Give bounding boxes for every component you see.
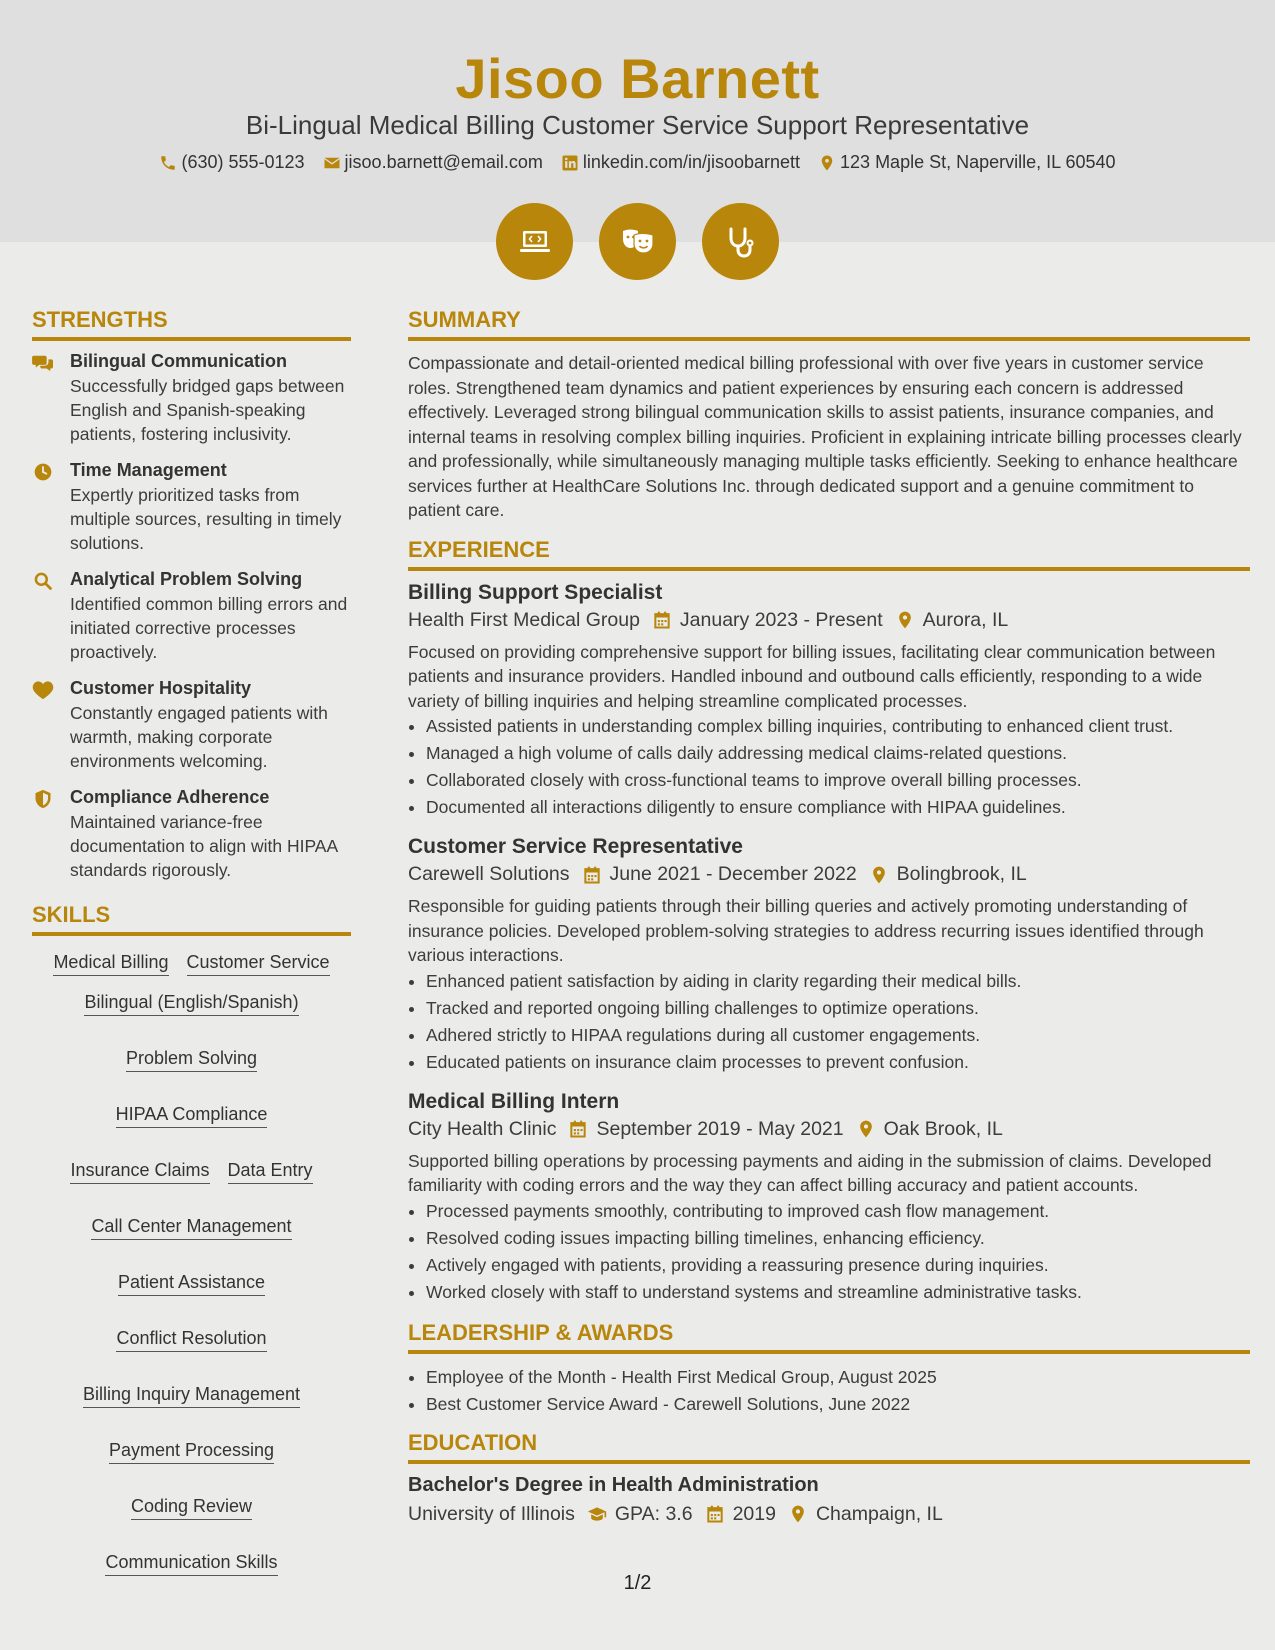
strength-desc: Successfully bridged gaps between English and Spanish-speaking patients, fostering inclusivity. [70, 376, 345, 444]
skill-tag: Coding Review [131, 1496, 252, 1520]
heart-icon [32, 680, 54, 700]
linkedin-icon [561, 154, 579, 172]
strength-desc: Identified common billing errors and initiated corrective processes proactively. [70, 594, 348, 662]
strength-desc: Constantly engaged patients with warmth, making corporate environments welcoming. [70, 703, 328, 771]
job-dates: September 2019 - May 2021 [596, 1117, 844, 1140]
job-bullet: • Assisted patients in understanding complex billing inquiries, contributing to enhanced client trust. [426, 713, 1250, 740]
contact-bar [0, 152, 1275, 173]
job-entry [408, 1090, 1250, 1306]
skill-tag: Billing Inquiry Management [83, 1384, 300, 1408]
headline: Bi-Lingual Medical Billing Customer Service Support Representative [245, 110, 1030, 140]
job-bullets [408, 968, 1250, 1076]
strength-title: Bilingual Communication [70, 351, 288, 371]
contact-email[interactable] [323, 152, 543, 173]
envelope-icon [323, 154, 341, 172]
skill-tag: Patient Assistance [118, 1272, 265, 1296]
page-number: 1/2 [623, 1572, 652, 1594]
badge-row [0, 203, 1275, 280]
skill-tag: Customer Service [187, 952, 330, 976]
strength-title: Customer Hospitality [70, 678, 252, 698]
job-company: Carewell Solutions [408, 863, 570, 885]
job-bullet: • Worked closely with staff to understand systems and streamline administrative tasks. [426, 1279, 1250, 1306]
map-marker-icon [788, 1504, 808, 1524]
job-bullet: • Adhered strictly to HIPAA regulations during all customer engagements. [426, 1022, 1250, 1049]
linkedin-text: linkedin.com/in/jisoobarnett [582, 152, 801, 172]
strength-title: Compliance Adherence [70, 787, 270, 807]
job-bullet: • Actively engaged with patients, providing a reassuring presence during inquiries. [426, 1252, 1250, 1279]
map-marker-icon [818, 154, 836, 172]
strength-desc: Expertly prioritized tasks from multiple sources, resulting in timely solutions. [70, 485, 342, 553]
badge-masks [599, 203, 676, 280]
calendar-icon [705, 1504, 725, 1524]
strength-title: Time Management [70, 460, 227, 480]
awards-list [408, 1364, 1250, 1418]
calendar-icon [568, 1119, 588, 1139]
skill-tag: Insurance Claims [70, 1160, 209, 1184]
job-bullet: • Documented all interactions diligently to ensure compliance with HIPAA guidelines. [426, 794, 1250, 821]
skill-tag: Medical Billing [53, 952, 168, 976]
education-heading: EDUCATION [408, 1430, 1250, 1464]
laptop-code-icon [515, 222, 555, 262]
job-location: Aurora, IL [922, 608, 1009, 631]
graduation-year: 2019 [732, 1502, 776, 1525]
strengths-heading: STRENGTHS [32, 307, 351, 341]
right-column [408, 307, 1250, 1534]
skill-tag: Bilingual (English/Spanish) [84, 992, 298, 1016]
job-description: Supported billing operations by processing payments and aiding in the submission of claims. Developed familiarity with coding errors and the way they can affect billing accuracy and patient accounts. [408, 1150, 1212, 1195]
shield-icon [32, 789, 54, 809]
phone-icon [159, 154, 177, 172]
search-icon [32, 571, 54, 591]
skill-tag: Problem Solving [126, 1048, 257, 1072]
skill-tag: Data Entry [228, 1160, 313, 1184]
job-location: Oak Brook, IL [883, 1117, 1003, 1140]
job-bullet: • Processed payments smoothly, contributing to improved cash flow management. [426, 1198, 1250, 1225]
skill-tag: Conflict Resolution [116, 1328, 266, 1352]
address-text: 123 Maple St, Naperville, IL 60540 [840, 152, 1116, 172]
degree-title: Bachelor's Degree in Health Administration [408, 1473, 819, 1496]
strength-item [32, 351, 351, 446]
job-entry [408, 581, 1250, 822]
skill-tag: Communication Skills [105, 1552, 277, 1576]
comments-icon [32, 353, 54, 373]
strength-title: Analytical Problem Solving [70, 569, 303, 589]
job-title: Billing Support Specialist [408, 580, 663, 604]
job-description: Responsible for guiding patients through their billing queries and actively promoting understanding of insurance policies. Developed problem-solving strategies to address recurring issues identified through various interactions. [408, 896, 1204, 965]
contact-phone[interactable] [159, 152, 304, 173]
job-entry [408, 835, 1250, 1076]
award-item: • Employee of the Month - Health First Medical Group, August 2025 [426, 1364, 1250, 1391]
badge-stethoscope [702, 203, 779, 280]
strength-item [32, 460, 351, 555]
skill-tag: HIPAA Compliance [116, 1104, 268, 1128]
candidate-name: Jisoo Barnett [455, 47, 820, 110]
map-marker-icon [895, 610, 915, 630]
job-dates: June 2021 - December 2022 [609, 863, 857, 885]
job-bullet: • Tracked and reported ongoing billing challenges to optimize operations. [426, 995, 1250, 1022]
calendar-icon [582, 865, 602, 885]
strength-item [32, 787, 351, 882]
education-meta [408, 1503, 1250, 1526]
job-location: Bolingbrook, IL [896, 863, 1027, 885]
job-company: Health First Medical Group [408, 608, 640, 631]
graduation-cap-icon [587, 1504, 607, 1524]
summary-heading: SUMMARY [408, 307, 1250, 341]
job-meta [408, 1118, 1250, 1141]
badge-laptop [496, 203, 573, 280]
contact-address [818, 152, 1116, 173]
experience-heading: EXPERIENCE [408, 537, 1250, 571]
phone-text: (630) 555-0123 [181, 152, 305, 172]
gpa-text: GPA: 3.6 [614, 1502, 693, 1525]
map-marker-icon [856, 1119, 876, 1139]
school-location: Champaign, IL [815, 1502, 943, 1525]
job-bullet: • Resolved coding issues impacting billing timelines, enhancing efficiency. [426, 1225, 1250, 1252]
job-description: Focused on providing comprehensive support for billing issues, facilitating clear communication between patients and insurance providers. Handled inbound and outbound calls efficiently, responding to a wide variety of billing inquiries and helping streamline complicated processes. [408, 641, 1216, 711]
school-name: University of Illinois [408, 1502, 575, 1525]
job-bullet: • Collaborated closely with cross-functional teams to improve overall billing processes. [426, 767, 1250, 794]
job-company: City Health Clinic [408, 1117, 557, 1140]
calendar-icon [652, 610, 672, 630]
skill-tag: Payment Processing [109, 1440, 274, 1464]
summary-text: Compassionate and detail-oriented medical billing professional with over five years in customer service roles. Strengthened team dynamics and patient experiences by ensuring each concern is addressed effectively. Leveraged strong bilingual communication skills to assist patients, insurance companies, and internal teams in resolving complex billing inquiries. Proficient in explaining intricate billing processes clearly and professionally, while simultaneously managing multiple tasks efficiently. Seeking to enhance healthcare services further at HealthCare Solutions Inc. through dedicated support and a genuine commitment to patient care. [408, 353, 1242, 520]
strength-desc: Maintained variance-free documentation to align with HIPAA standards rigorously. [70, 812, 338, 880]
skills-heading: SKILLS [32, 902, 351, 936]
clock-icon [32, 462, 54, 482]
job-bullet: • Enhanced patient satisfaction by aiding in clarity regarding their medical bills. [426, 968, 1250, 995]
job-title: Medical Billing Intern [408, 1089, 620, 1113]
award-item: • Best Customer Service Award - Carewell Solutions, June 2022 [426, 1391, 1250, 1418]
map-marker-icon [869, 865, 889, 885]
strength-item [32, 678, 351, 773]
job-bullets [408, 1198, 1250, 1306]
contact-linkedin[interactable] [561, 152, 800, 173]
theater-masks-icon [618, 222, 658, 262]
job-bullet: • Managed a high volume of calls daily addressing medical claims-related questions. [426, 740, 1250, 767]
skill-tag: Call Center Management [91, 1216, 291, 1240]
job-meta [408, 863, 1250, 886]
stethoscope-icon [721, 222, 761, 262]
left-column [32, 307, 351, 1576]
job-bullets [408, 713, 1250, 821]
skills-list [32, 946, 351, 1576]
job-title: Customer Service Representative [408, 835, 743, 858]
email-text: jisoo.barnett@email.com [344, 152, 543, 172]
leadership-heading: LEADERSHIP & AWARDS [408, 1320, 1250, 1354]
job-bullet: • Educated patients on insurance claim processes to prevent confusion. [426, 1049, 1250, 1076]
strength-item [32, 569, 351, 664]
job-meta [408, 609, 1250, 632]
job-dates: January 2023 - Present [679, 608, 883, 631]
